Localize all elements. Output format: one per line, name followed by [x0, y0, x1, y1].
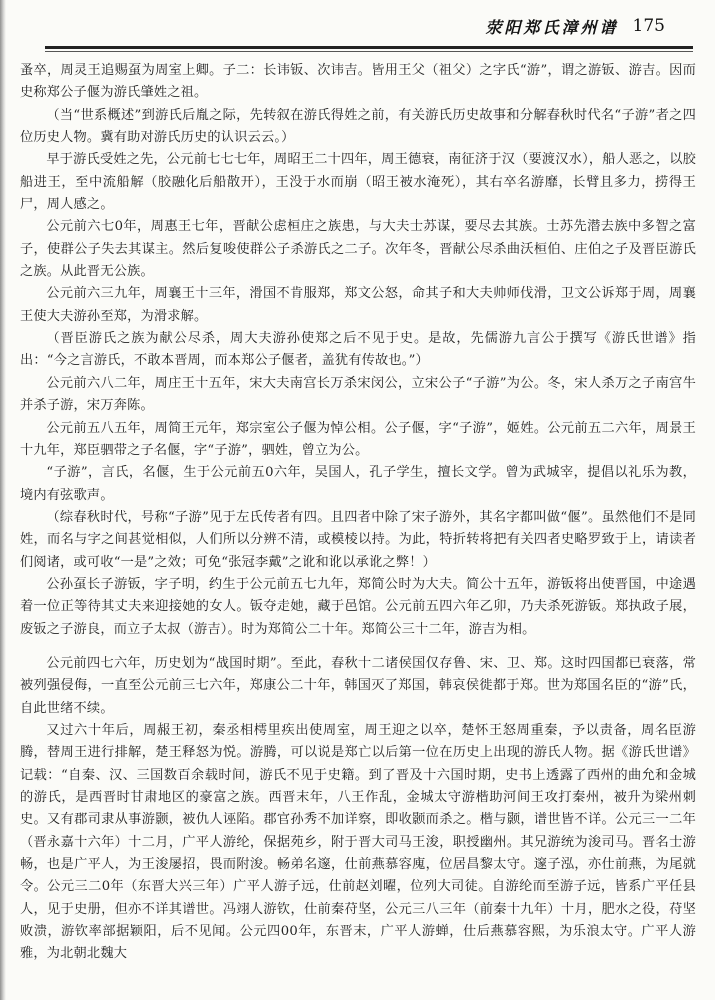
paragraph: 早于游氏受姓之先，公元前七七七年，周昭王二十四年，周王德衰，南征济于汉（要渡汉水），船人恶之，以胶船进王，至中流船解（胶融化后船散开），王没于水而崩（昭王被水淹死），其右卒名游靡，长臂且多力，捞得王尸，周人感之。: [20, 152, 696, 213]
header-rule-thin: [45, 51, 693, 52]
paragraph: 公元前六八二年，周庄王十五年，宋大夫南宫长万杀宋闵公，立宋公子“子游”为公。冬，宋人杀万之子南宫牛并杀子游，宋万奔陈。: [20, 375, 696, 414]
header-rule-thick: [45, 46, 693, 49]
paragraph: “子游”，言氏，名偃，生于公元前五0六年，吴国人，孔子学生，擅长文学。曾为武城宰，提倡以礼乐为教，境内有弦歌声。: [20, 465, 696, 503]
paragraph-note: （综春秋时代，号称“子游”见于左氏传者有四。且四者中除了宋子游外，其名字都叫做“偃”。虽然他们不是同姓，而名与字之间甚觉相似，人们所以分辨不清，或模棱以持。为此，特折转将把有关四者史略罗致于上，请读者们阅诸，或可收“一是”之效；可免“张冠李戴”之讹和讹以承讹之弊！）: [20, 509, 696, 570]
running-head: 荥阳郑氏漳州谱: [485, 17, 619, 37]
paragraph-note: （当“世系概述”到游氏后胤之际，先转叙在游氏得姓之前，有关游氏历史故事和分解春秋时代名“子游”者之四位历史人物。冀有助对游氏历史的认识云云。）: [20, 107, 696, 146]
paragraph: 公元前五八五年，周简王元年，郑宗室公子偃为悼公相。公子偃，字“子游”，姬姓。公元前五二六年，周景王十九年，郑臣驷带之子名偃，字“子游”，驷姓，曾立为公。: [20, 420, 696, 458]
paragraph: 公元前六三九年，周襄王十三年，滑国不肯服郑，郑文公怒，命其子和大夫帅师伐滑，卫文公诉郑于周，周襄王使大夫游孙至郑，为滑求解。: [20, 286, 696, 324]
paragraph-continued: 蚤卒，周灵王追赐虿为周室上卿。子二：长讳钣、次讳吉。皆用王父（祖父）之字氏“游”，谓之游钣、游吉。因而史称郑公子偃为游氏肇姓之祖。: [20, 63, 696, 101]
page-header: [30, 6, 685, 46]
paragraph: 公元前六七0年，周惠王七年，晋献公虑桓庄之族患，与大夫士苏谋，要尽去其族。士苏先潜去族中多智之富子，使群公子失去其谋主。然后复唆使群公子杀游氏之二子。次年冬，晋献公尽杀曲沃桓伯、庄伯之子及晋臣游氏之族。从此晋无公族。: [20, 219, 696, 280]
page-number: 175: [632, 16, 665, 36]
scan-shadow-edge: [0, 0, 6, 1000]
paragraph-gap: [20, 641, 696, 653]
page-body: [20, 60, 696, 995]
paragraph-note: （晋臣游氏之族为献公尽杀，周大夫游孙使郑之后不见于史。是故，先儒游九言公于撰写《游氏世谱》指出：“今之言游氏，不敢本晋周，而本郑公子偃者，盖犹有传故也。”）: [20, 331, 696, 369]
paragraph: 公元前四七六年，历史划为“战国时期”。至此，春秋十二诸侯国仅存鲁、宋、卫、郑。这时四国都已衰落，常被列强侵侮，一直至公元前三七六年，郑康公二十年，韩国灭了郑国，韩哀侯徙都于郑。世为郑国名臣的“游”氏，自此世绪不续。: [20, 655, 696, 716]
paragraph: 又过六十年后，周赧王初，秦丞相樗里疾出使周室，周王迎之以卒，楚怀王怒周重秦，予以责备，周名臣游腾，替周王进行排解，楚王释怒为悦。游腾，可以说是郑亡以后第一位在历史上出现的游氏人物。据《游氏世谱》记载：“自秦、汉、三国数百余载时间，游氏不见于史籍。到了晋及十六国时期，史书上透露了西州的曲允和金城的游氏，是西晋时甘肃地区的豪富之族。西晋末年，八王作乱，金城太守游楷助河间王攻打秦州，被升为梁州刺史。又有郡司隶从事游颢，被仇人诬陷。郡官孙秀不加详察，即收颢而杀之。楷与颢，谱世皆不详。公元三一二年（晋永嘉十六年）十二月，广平人游纶，保据苑乡，附于晋大司马王浚，职授幽州。其兄游统为浚司马。晋名士游畅，也是广平人，为王浚屡招，畏而附浚。畅弟名邃，仕前燕慕容廆，位居昌黎太守。邃子泓，亦仕前燕，为尾就令。公元三二0年（东晋大兴三年）广平人游子远，仕前赵刘曜，位列大司徒。自游纶而至游子远，皆系广平任县人，见于史册，但亦不详其谱世。冯翊人游钦，仕前秦苻坚，公元三八三年（前秦十九年）十月，肥水之役，苻坚败溃，游钦率部据颖阳，后不见闻。公元四00年，东晋末，广平人游蝉，仕后燕慕容熙，为乐浪太守。广平人游雅，为北朝北魏大: [20, 722, 696, 962]
paragraph: 公孙虿长子游钣，字子明，约生于公元前五七九年，郑简公时为大夫。简公十五年，游钣将出使晋国，中途遇着一位正等待其丈夫来迎接她的女人。钣夺走她，藏于邑馆。公元前五四六年乙卯，乃夫杀死游钣。郑执政子展，废钣之子游良，而立子太叔（游吉）。时为郑简公二十年。郑简公三十二年，游吉为相。: [20, 576, 696, 637]
